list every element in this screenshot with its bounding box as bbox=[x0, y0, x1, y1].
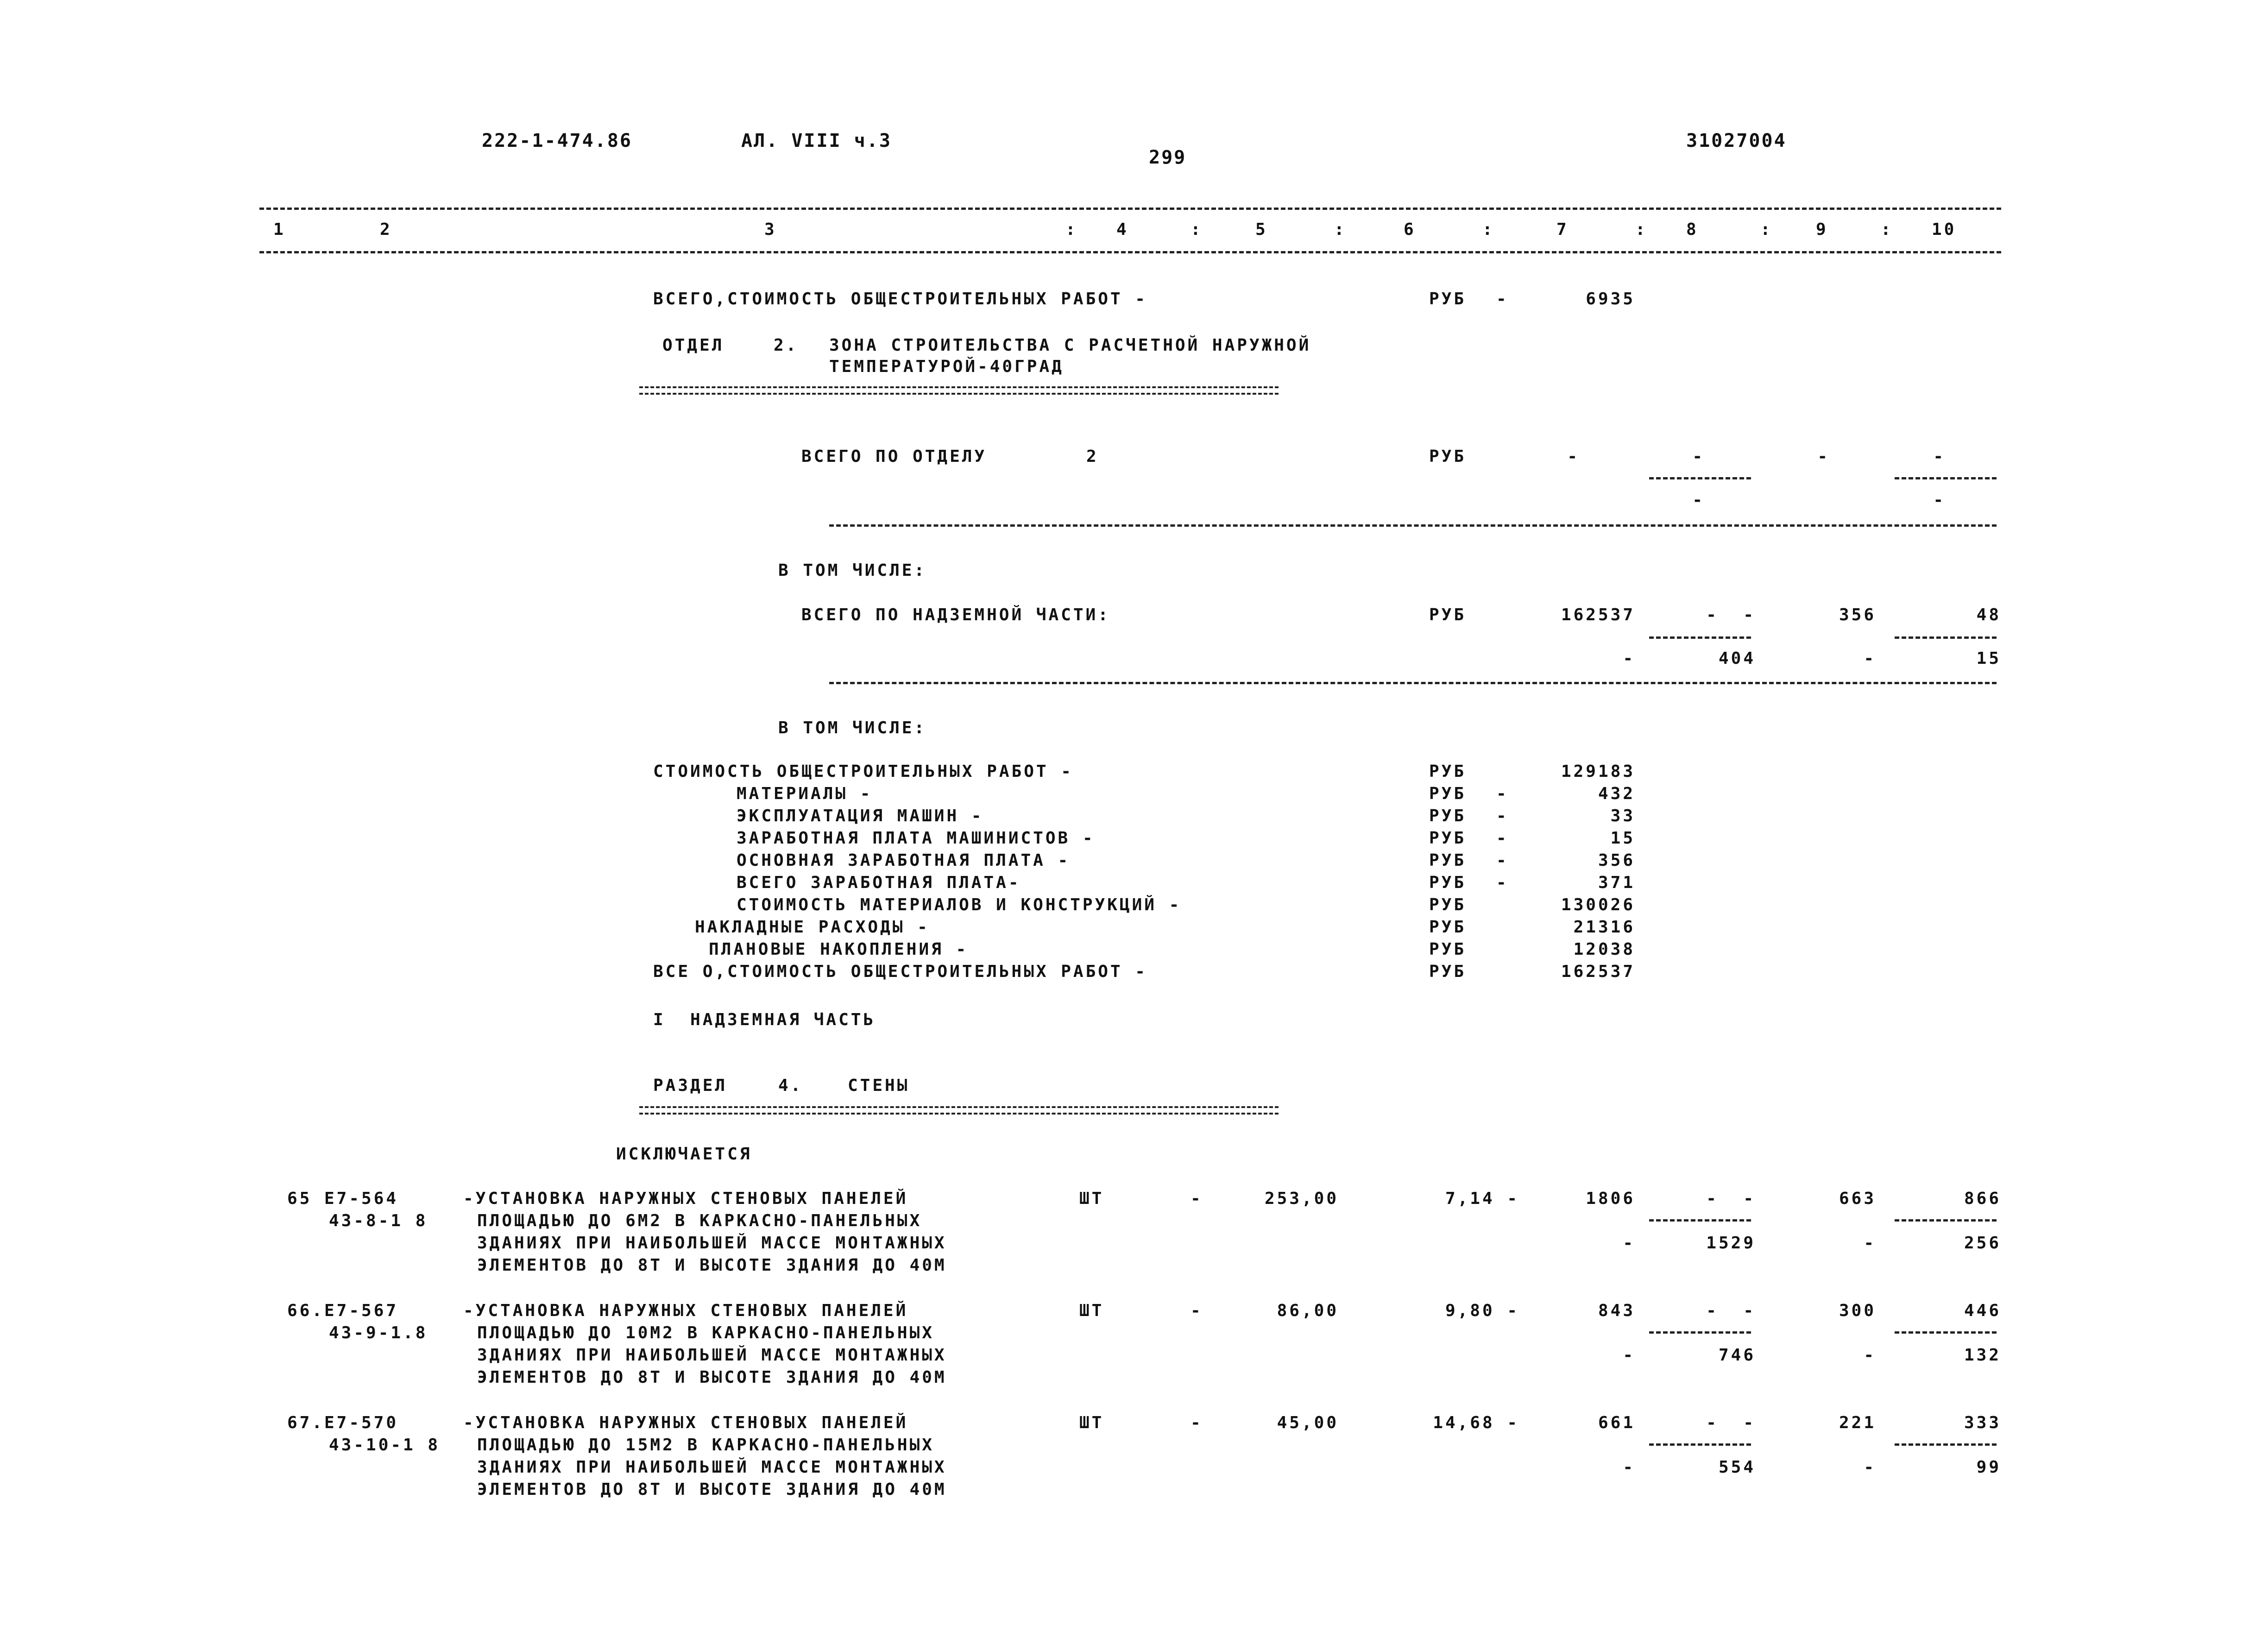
item-c9: 300 bbox=[1839, 1301, 1876, 1320]
item-c10: 446 bbox=[1964, 1301, 2001, 1320]
breakdown-dash: - bbox=[1496, 829, 1509, 848]
breakdown-unit: РУБ bbox=[1429, 784, 1467, 803]
breakdown-dash: - bbox=[1496, 806, 1509, 825]
breakdown-label: НАКЛАДНЫЕ РАСХОДЫ - bbox=[695, 918, 930, 937]
item-code: Е7-564 bbox=[324, 1189, 399, 1208]
above-ground-subrule bbox=[1649, 636, 1751, 639]
breakdown-label: ОСНОВНАЯ ЗАРАБОТНАЯ ПЛАТА - bbox=[737, 851, 1071, 870]
above-ground-c10b: 15 bbox=[1976, 649, 2001, 668]
col-3: 3 bbox=[764, 220, 777, 239]
col-sep: : bbox=[1191, 220, 1203, 239]
breakdown-unit: РУБ bbox=[1429, 962, 1467, 981]
section-label: ОТДЕЛ bbox=[662, 336, 724, 355]
breakdown-value: 129183 bbox=[1561, 762, 1635, 781]
item-c7: 843 bbox=[1598, 1301, 1635, 1320]
item-desc: ЭЛЕМЕНТОВ ДО 8Т И ВЫСОТЕ ЗДАНИЯ ДО 40М bbox=[477, 1368, 947, 1387]
above-ground-rule bbox=[829, 682, 1997, 684]
breakdown-value: 33 bbox=[1610, 806, 1635, 825]
breakdown-dash: - bbox=[1496, 851, 1509, 870]
breakdown-value: 162537 bbox=[1561, 962, 1635, 981]
item-desc: -УСТАНОВКА НАРУЖНЫХ СТЕНОВЫХ ПАНЕЛЕЙ bbox=[463, 1301, 908, 1320]
item-code: Е7-570 bbox=[324, 1413, 399, 1432]
section-title: ЗОНА СТРОИТЕЛЬСТВА С РАСЧЕТНОЙ НАРУЖНОЙ bbox=[829, 336, 1311, 355]
including-label: В ТОМ ЧИСЛЕ: bbox=[778, 561, 927, 580]
col-7: 7 bbox=[1556, 220, 1569, 239]
header-rule-top bbox=[259, 208, 2001, 210]
breakdown-value: 12038 bbox=[1573, 940, 1635, 959]
item-c10b: 256 bbox=[1964, 1234, 2001, 1253]
section-title-cont: ТЕМПЕРАТУРОЙ-40ГРАД bbox=[829, 357, 1064, 376]
dept-total-c10: - bbox=[1933, 447, 1946, 466]
item-qty: 86,00 bbox=[1277, 1301, 1339, 1320]
page-number: 299 bbox=[1149, 147, 1187, 168]
item-subrule bbox=[1649, 1443, 1751, 1446]
total-general-value: 6935 bbox=[1586, 290, 1635, 309]
breakdown-label: ЗАРАБОТНАЯ ПЛАТА МАШИНИСТОВ - bbox=[737, 829, 1095, 848]
section-underline bbox=[639, 386, 1279, 395]
breakdown-label: ПЛАНОВЫЕ НАКОПЛЕНИЯ - bbox=[709, 940, 969, 959]
item-dash: - bbox=[1191, 1189, 1203, 1208]
item-unit: ШТ bbox=[1079, 1301, 1104, 1320]
item-qty: 45,00 bbox=[1277, 1413, 1339, 1432]
dept-total-c8b: - bbox=[1692, 491, 1705, 510]
breakdown-value: 371 bbox=[1598, 873, 1635, 892]
item-norm: 43-9-1.8 bbox=[329, 1323, 428, 1342]
item-c10b: 99 bbox=[1976, 1458, 2001, 1477]
breakdown-dash: - bbox=[1496, 784, 1509, 803]
total-general-dash: - bbox=[1496, 290, 1509, 309]
breakdown-unit: РУБ bbox=[1429, 806, 1467, 825]
breakdown-label: ВСЕ О,СТОИМОСТЬ ОБЩЕСТРОИТЕЛЬНЫХ РАБОТ - bbox=[653, 962, 1147, 981]
breakdown-unit: РУБ bbox=[1429, 829, 1467, 848]
item-c9b: - bbox=[1864, 1346, 1876, 1365]
item-desc: ЭЛЕМЕНТОВ ДО 8Т И ВЫСОТЕ ЗДАНИЯ ДО 40М bbox=[477, 1256, 947, 1275]
chapter-label: РАЗДЕЛ bbox=[653, 1076, 728, 1095]
above-ground-c9: 356 bbox=[1839, 605, 1876, 624]
col-1: 1 bbox=[273, 220, 286, 239]
breakdown-unit: РУБ bbox=[1429, 873, 1467, 892]
item-number: 65 bbox=[287, 1189, 312, 1208]
item-c8b: 746 bbox=[1718, 1346, 1756, 1365]
breakdown-unit: РУБ bbox=[1429, 762, 1467, 781]
col-sep: : bbox=[1635, 220, 1648, 239]
item-c8: - - bbox=[1706, 1301, 1756, 1320]
dept-total-subrule bbox=[1649, 477, 1751, 479]
item-price: 9,80 - bbox=[1445, 1301, 1519, 1320]
header-rule-bottom bbox=[259, 251, 2001, 253]
item-number: 66. bbox=[287, 1301, 325, 1320]
above-ground-subrule bbox=[1895, 636, 1997, 639]
above-ground-unit: РУБ bbox=[1429, 605, 1467, 624]
item-c7: 661 bbox=[1598, 1413, 1635, 1432]
part-heading: I НАДЗЕМНАЯ ЧАСТЬ bbox=[653, 1010, 876, 1029]
item-c8: - - bbox=[1706, 1189, 1756, 1208]
breakdown-value: 356 bbox=[1598, 851, 1635, 870]
excluded-label: ИСКЛЮЧАЕТСЯ bbox=[616, 1145, 752, 1164]
dept-total-number: 2 bbox=[1086, 447, 1099, 466]
breakdown-label: ВСЕГО ЗАРАБОТНАЯ ПЛАТА- bbox=[737, 873, 1021, 892]
item-c8b: 554 bbox=[1718, 1458, 1756, 1477]
dept-total-c8: - bbox=[1692, 447, 1705, 466]
item-unit: ШТ bbox=[1079, 1189, 1104, 1208]
breakdown-unit: РУБ bbox=[1429, 918, 1467, 937]
item-dash: - bbox=[1191, 1413, 1203, 1432]
dept-total-unit: РУБ bbox=[1429, 447, 1467, 466]
item-subrule bbox=[1649, 1331, 1751, 1334]
col-sep: : bbox=[1334, 220, 1347, 239]
col-2: 2 bbox=[380, 220, 392, 239]
col-5: 5 bbox=[1255, 220, 1268, 239]
breakdown-value: 130026 bbox=[1561, 895, 1635, 914]
item-norm: 43-10-1 8 bbox=[329, 1436, 441, 1455]
chapter-title: СТЕНЫ bbox=[848, 1076, 910, 1095]
item-price: 14,68 - bbox=[1433, 1413, 1519, 1432]
item-c9: 663 bbox=[1839, 1189, 1876, 1208]
item-c7b: - bbox=[1623, 1346, 1635, 1365]
item-c8: - - bbox=[1706, 1413, 1756, 1432]
including-label: В ТОМ ЧИСЛЕ: bbox=[778, 718, 927, 737]
section-number: 2. bbox=[774, 336, 799, 355]
document-number: 31027004 bbox=[1686, 130, 1787, 151]
breakdown-value: 432 bbox=[1598, 784, 1635, 803]
item-c7: 1806 bbox=[1586, 1189, 1635, 1208]
item-desc: ПЛОЩАДЬЮ ДО 15М2 В КАРКАСНО-ПАНЕЛЬНЫХ bbox=[477, 1436, 934, 1455]
item-c7b: - bbox=[1623, 1234, 1635, 1253]
breakdown-label: ЭКСПЛУАТАЦИЯ МАШИН - bbox=[737, 806, 984, 825]
breakdown-unit: РУБ bbox=[1429, 940, 1467, 959]
above-ground-c10: 48 bbox=[1976, 605, 2001, 624]
item-desc: -УСТАНОВКА НАРУЖНЫХ СТЕНОВЫХ ПАНЕЛЕЙ bbox=[463, 1413, 908, 1432]
dept-total-c7: - bbox=[1567, 447, 1580, 466]
col-10: 10 bbox=[1932, 220, 1957, 239]
item-desc: ПЛОЩАДЬЮ ДО 6М2 В КАРКАСНО-ПАНЕЛЬНЫХ bbox=[477, 1211, 922, 1230]
item-desc: -УСТАНОВКА НАРУЖНЫХ СТЕНОВЫХ ПАНЕЛЕЙ bbox=[463, 1189, 908, 1208]
item-desc: ЗДАНИЯХ ПРИ НАИБОЛЬШЕЙ МАССЕ МОНТАЖНЫХ bbox=[477, 1346, 947, 1365]
above-ground-c8b: 404 bbox=[1718, 649, 1756, 668]
item-price: 7,14 - bbox=[1445, 1189, 1519, 1208]
item-subrule bbox=[1895, 1443, 1997, 1446]
item-subrule bbox=[1895, 1219, 1997, 1222]
document-code: 222-1-474.86 bbox=[482, 130, 632, 151]
col-9: 9 bbox=[1816, 220, 1828, 239]
breakdown-label: МАТЕРИАЛЫ - bbox=[737, 784, 873, 803]
col-6: 6 bbox=[1404, 220, 1416, 239]
dept-total-subrule bbox=[1895, 477, 1997, 479]
breakdown-label: СТОИМОСТЬ МАТЕРИАЛОВ И КОНСТРУКЦИЙ - bbox=[737, 895, 1182, 914]
item-subrule bbox=[1895, 1331, 1997, 1334]
breakdown-unit: РУБ bbox=[1429, 895, 1467, 914]
breakdown-dash: - bbox=[1496, 873, 1509, 892]
item-desc: ЗДАНИЯХ ПРИ НАИБОЛЬШЕЙ МАССЕ МОНТАЖНЫХ bbox=[477, 1234, 947, 1253]
album-ref: АЛ. VIII ч.3 bbox=[741, 130, 892, 151]
item-c9b: - bbox=[1864, 1458, 1876, 1477]
col-sep: : bbox=[1482, 220, 1495, 239]
item-desc: ЗДАНИЯХ ПРИ НАИБОЛЬШЕЙ МАССЕ МОНТАЖНЫХ bbox=[477, 1458, 947, 1477]
item-c10: 333 bbox=[1964, 1413, 2001, 1432]
above-ground-c7b: - bbox=[1623, 649, 1635, 668]
total-general-unit: РУБ bbox=[1429, 290, 1467, 309]
above-ground-c7: 162537 bbox=[1561, 605, 1635, 624]
item-c10b: 132 bbox=[1964, 1346, 2001, 1365]
item-c9: 221 bbox=[1839, 1413, 1876, 1432]
col-sep: : bbox=[1881, 220, 1893, 239]
item-dash: - bbox=[1191, 1301, 1203, 1320]
col-sep: : bbox=[1760, 220, 1773, 239]
breakdown-value: 15 bbox=[1610, 829, 1635, 848]
breakdown-value: 21316 bbox=[1573, 918, 1635, 937]
item-c8b: 1529 bbox=[1706, 1234, 1756, 1253]
item-desc: ПЛОЩАДЬЮ ДО 10М2 В КАРКАСНО-ПАНЕЛЬНЫХ bbox=[477, 1323, 934, 1342]
item-c10: 866 bbox=[1964, 1189, 2001, 1208]
chapter-number: 4. bbox=[778, 1076, 803, 1095]
item-unit: ШТ bbox=[1079, 1413, 1104, 1432]
above-ground-c8: - - bbox=[1706, 605, 1756, 624]
item-subrule bbox=[1649, 1219, 1751, 1222]
chapter-underline bbox=[639, 1106, 1279, 1115]
item-c7b: - bbox=[1623, 1458, 1635, 1477]
breakdown-unit: РУБ bbox=[1429, 851, 1467, 870]
col-4: 4 bbox=[1116, 220, 1129, 239]
col-8: 8 bbox=[1686, 220, 1699, 239]
item-c9b: - bbox=[1864, 1234, 1876, 1253]
above-ground-label: ВСЕГО ПО НАДЗЕМНОЙ ЧАСТИ: bbox=[801, 605, 1110, 624]
item-desc: ЭЛЕМЕНТОВ ДО 8Т И ВЫСОТЕ ЗДАНИЯ ДО 40М bbox=[477, 1480, 947, 1499]
dept-total-label: ВСЕГО ПО ОТДЕЛУ bbox=[801, 447, 987, 466]
above-ground-c9b: - bbox=[1864, 649, 1876, 668]
dept-total-c9: - bbox=[1817, 447, 1830, 466]
item-qty: 253,00 bbox=[1264, 1189, 1339, 1208]
item-code: Е7-567 bbox=[324, 1301, 399, 1320]
col-sep: : bbox=[1065, 220, 1078, 239]
total-general-label: ВСЕГО,СТОИМОСТЬ ОБЩЕСТРОИТЕЛЬНЫХ РАБОТ - bbox=[653, 290, 1147, 309]
dept-total-rule bbox=[829, 524, 1997, 527]
breakdown-label: СТОИМОСТЬ ОБЩЕСТРОИТЕЛЬНЫХ РАБОТ - bbox=[653, 762, 1073, 781]
item-norm: 43-8-1 8 bbox=[329, 1211, 428, 1230]
item-number: 67. bbox=[287, 1413, 325, 1432]
dept-total-c10b: - bbox=[1933, 491, 1946, 510]
